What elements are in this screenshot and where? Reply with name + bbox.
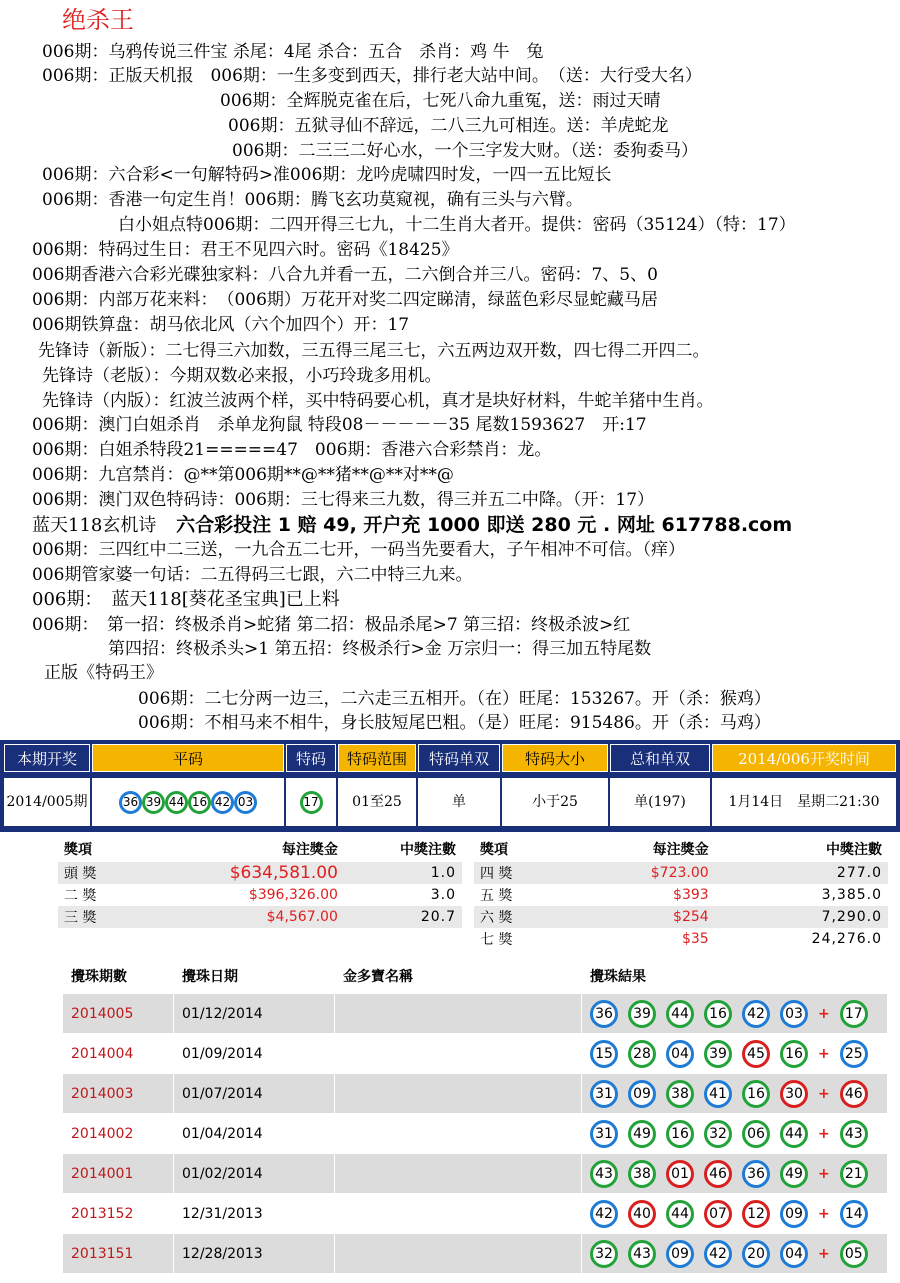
number-ball: 06 [742,1120,770,1148]
ad-text: 六合彩投注 1 赔 49, 开户充 1000 即送 280 元 . 网址 617788.com [176,514,793,536]
plus-sign: + [818,1205,830,1222]
number-ball: 36 [590,1000,618,1028]
draw-special [286,778,336,826]
number-ball: 42 [211,791,234,814]
history-date: 12/28/2013 [174,1234,335,1274]
prize-count: 7,290.0 [715,906,888,928]
number-ball: 30 [780,1080,808,1108]
draw-next-time: 1月14日 星期二21:30 [712,778,896,826]
history-date: 01/09/2014 [174,1034,335,1074]
history-table [62,958,888,1274]
history-issue: 2013151 [63,1234,174,1274]
number-ball: 46 [840,1080,868,1108]
text-line: 006期：内部万花来料： （006期）万花开对奖二四定睇清，绿蓝色彩尽显蛇藏马居 [32,290,658,310]
prize-count: 24,276.0 [811,931,882,947]
number-ball: 01 [666,1160,694,1188]
text-line: 006期：三四红中二三送，一九合五二七开，一码当先要看大，子午相冲不可信。（痒） [32,540,685,560]
prize-name: 頭 獎 [58,862,135,884]
prize-amount: $35 [681,931,709,947]
prize-table-left [58,836,462,928]
number-ball: 05 [840,1240,868,1268]
history-result [582,1234,888,1274]
text-line: 006期管家婆一句话：二五得码三七跟，六二中特三九来。 [32,565,473,585]
history-result [582,1074,888,1114]
prize-name: 三 獎 [58,906,135,928]
number-ball: 46 [704,1160,732,1188]
history-result [582,994,888,1034]
text-line: 006期：澳门双色特码诗：006期：三七得来三九数，得三并五二中降。（开：17） [32,490,655,510]
number-ball: 09 [628,1080,656,1108]
table-row [63,1034,888,1074]
prize-amount: $396,326.00 [248,887,338,903]
text-line: 006期：二七分两一边三，二六走三五相开。（在）旺尾：153267。开（杀：猴鸡） [138,689,771,709]
number-ball: 16 [780,1040,808,1068]
number-ball: 43 [628,1240,656,1268]
number-ball: 31 [590,1080,618,1108]
prize-col-name: 獎項 [480,842,508,858]
table-row [63,1234,888,1274]
history-result [582,1114,888,1154]
history-result [582,1034,888,1074]
number-ball: 43 [840,1120,868,1148]
draw-header: 特码范围 [338,744,416,772]
history-name [335,1154,582,1194]
prize-col-name: 獎項 [64,842,92,858]
history-issue: 2014002 [63,1114,174,1154]
history-date: 01/02/2014 [174,1154,335,1194]
number-ball: 39 [628,1000,656,1028]
table-row [63,1154,888,1194]
text-line: 006期： 第一招：终极杀肖>蛇猪 第二招：极品杀尾>7 第三招：终极杀波>红 [32,615,631,635]
history-col-date: 攪珠日期 [174,959,335,994]
number-ball: 44 [165,791,188,814]
history-date: 12/31/2013 [174,1194,335,1234]
text-line: 先锋诗（内版）：红波兰波两个样，买中特码要心机，真才是块好材料，牛蛇羊猪中生肖。 [42,391,714,411]
number-ball: 44 [666,1000,694,1028]
draw-range: 01至25 [338,778,416,826]
text-line: 006期：正版天机报 006期：一生多变到西天，排行老大站中间。 （送：大行受大名） [42,66,702,86]
draw-size: 小于25 [502,778,608,826]
history-name [335,1034,582,1074]
number-ball: 16 [188,791,211,814]
number-ball: 14 [840,1200,868,1228]
number-ball: 42 [704,1240,732,1268]
prize-amount: $634,581.00 [135,862,344,884]
plus-sign: + [818,1045,830,1062]
history-result [582,1194,888,1234]
history-issue: 2014001 [63,1154,174,1194]
page-title: 绝杀王 [62,6,134,34]
number-ball: 25 [840,1040,868,1068]
history-name [335,1234,582,1274]
ad-line [32,513,792,538]
number-ball: 16 [704,1000,732,1028]
number-ball: 31 [590,1120,618,1148]
number-ball: 45 [742,1040,770,1068]
table-row [63,1074,888,1114]
text-line: 006期：白姐杀特段21=====47 006期：香港六合彩禁肖：龙。 [32,440,552,460]
plus-sign: + [818,1245,830,1262]
history-issue: 2014003 [63,1074,174,1114]
table-row [63,1114,888,1154]
number-ball: 16 [742,1080,770,1108]
prize-amount: $4,567.00 [135,906,344,928]
prize-amount: $723.00 [568,862,715,884]
number-ball: 32 [590,1240,618,1268]
history-name [335,1074,582,1114]
prize-count: 1.0 [344,862,462,884]
history-issue: 2014004 [63,1034,174,1074]
number-ball: 43 [590,1160,618,1188]
draw-issue: 2014/005期 [4,778,90,826]
number-ball: 39 [704,1040,732,1068]
history-date: 01/12/2014 [174,994,335,1034]
plus-sign: + [818,1165,830,1182]
history-result [582,1154,888,1194]
number-ball: 09 [666,1240,694,1268]
number-ball: 40 [628,1200,656,1228]
number-ball: 17 [300,791,323,814]
plus-sign: + [818,1005,830,1022]
number-ball: 42 [590,1200,618,1228]
number-ball: 03 [234,791,257,814]
text-line: 正版《特码王》 [44,663,163,683]
number-ball: 16 [666,1120,694,1148]
draw-header: 特码 [286,744,336,772]
number-ball: 07 [704,1200,732,1228]
draw-header: 本期开奖 [4,744,90,772]
number-ball: 39 [142,791,165,814]
number-ball: 20 [742,1240,770,1268]
prize-table-right [474,836,888,950]
history-issue: 2014005 [63,994,174,1034]
draw-header: 特码单双 [418,744,500,772]
prize-col-count: 中獎注數 [400,842,456,858]
text-line: 006期： 蓝天118[葵花圣宝典]已上料 [32,589,340,610]
number-ball: 36 [119,791,142,814]
history-name [335,994,582,1034]
number-ball: 36 [742,1160,770,1188]
number-ball: 38 [628,1160,656,1188]
prize-col-count: 中獎注數 [826,842,882,858]
number-ball: 42 [742,1000,770,1028]
number-ball: 49 [780,1160,808,1188]
number-ball: 21 [840,1160,868,1188]
number-ball: 15 [590,1040,618,1068]
number-ball: 41 [704,1080,732,1108]
prize-count: 3.0 [430,887,456,903]
history-date: 01/04/2014 [174,1114,335,1154]
number-ball: 04 [666,1040,694,1068]
text-line: 006期香港六合彩光碟独家料：八合九并看一五，二六倒合并三八。密码：7、5、0 [32,265,658,285]
number-ball: 12 [742,1200,770,1228]
prize-count: 277.0 [715,862,888,884]
number-ball: 44 [666,1200,694,1228]
draw-balls [92,778,284,826]
prize-name: 六 獎 [474,906,568,928]
history-name [335,1114,582,1154]
number-ball: 17 [840,1000,868,1028]
text-line: 先锋诗（老版）：今期双数必来报，小巧玲珑多用机。 [42,366,442,386]
prize-amount: $393 [673,887,709,903]
text-line: 006期：二三三二好心水，一个三字发大财。（送：委狗委马） [232,141,698,161]
table-row [63,1194,888,1234]
number-ball: 03 [780,1000,808,1028]
text-line: 006期：不相马来不相牛，身长肢短尾巴粗。（是）旺尾：915486。开（杀：马鸡） [138,713,771,733]
plus-sign: + [818,1125,830,1142]
history-name [335,1194,582,1234]
prize-col-amount: 每注獎金 [281,842,338,858]
text-line: 先锋诗（新版）：二七得三六加数，三五得三尾三七，六五两边双开数，四七得二开四二。 [38,341,710,361]
draw-header: 总和单双 [610,744,710,772]
prize-col-amount: 每注獎金 [652,842,709,858]
text-line: 006期：五狱寻仙不辞远，二八三九可相连。送：羊虎蛇龙 [228,116,669,136]
draw-header: 平码 [92,744,284,772]
draw-header: 特码大小 [502,744,608,772]
prize-count: 3,385.0 [821,887,882,903]
text-line: 006期：澳门白姐杀肖 杀单龙狗鼠 特段08－－－－－35 尾数1593627 开:17 [32,415,647,435]
number-ball: 44 [780,1120,808,1148]
history-issue: 2013152 [63,1194,174,1234]
draw-header: 2014/006开奖时间 [712,744,896,772]
text-line: 006期铁算盘：胡马依北风（六个加四个）开：17 [32,315,410,335]
prize-name: 七 獎 [480,932,513,948]
text-line: 白小姐点特006期：二四开得三七九，十二生肖大者开。提供：密码（35124）（特：17） [118,215,796,235]
history-col-result: 攪珠結果 [582,959,888,994]
prize-name: 二 獎 [64,888,97,904]
history-col-issue: 攪珠期數 [63,959,174,994]
prize-amount: $254 [568,906,715,928]
text-line: 第四招：终极杀头>1 第五招：终极杀行>金 万宗归一：得三加五特尾数 [108,639,652,659]
draw-odd-even: 单 [418,778,500,826]
text-line: 006期：乌鸦传说三件宝 杀尾：4尾 杀合：五合 杀肖：鸡 牛 兔 [42,42,544,62]
ad-prefix: 蓝天118玄机诗 [32,515,157,536]
prize-name: 五 獎 [480,888,513,904]
number-ball: 32 [704,1120,732,1148]
table-row [63,994,888,1034]
history-date: 01/07/2014 [174,1074,335,1114]
history-col-name: 金多寶名稱 [335,959,582,994]
text-line: 006期：香港一句定生肖！006期：腾飞玄功莫窥视，确有三头与六臂。 [42,190,583,210]
number-ball: 28 [628,1040,656,1068]
text-line: 006期：特码过生日：君王不见四六时。密码《18425》 [32,240,459,260]
prize-count: 20.7 [344,906,462,928]
text-line: 006期：全辉脱克雀在后，七死八命九重冤，送：雨过天晴 [220,91,661,111]
number-ball: 49 [628,1120,656,1148]
number-ball: 09 [780,1200,808,1228]
number-ball: 04 [780,1240,808,1268]
prize-name: 四 獎 [474,862,568,884]
number-ball: 38 [666,1080,694,1108]
text-line: 006期：六合彩<一句解特码>准006期：龙吟虎啸四时发，一四一五比短长 [42,165,612,185]
plus-sign: + [818,1085,830,1102]
text-line: 006期：九宫禁肖：@**第006期**@**猪**@**对**@ [32,465,454,485]
draw-sum-odd-even: 单(197) [610,778,710,826]
